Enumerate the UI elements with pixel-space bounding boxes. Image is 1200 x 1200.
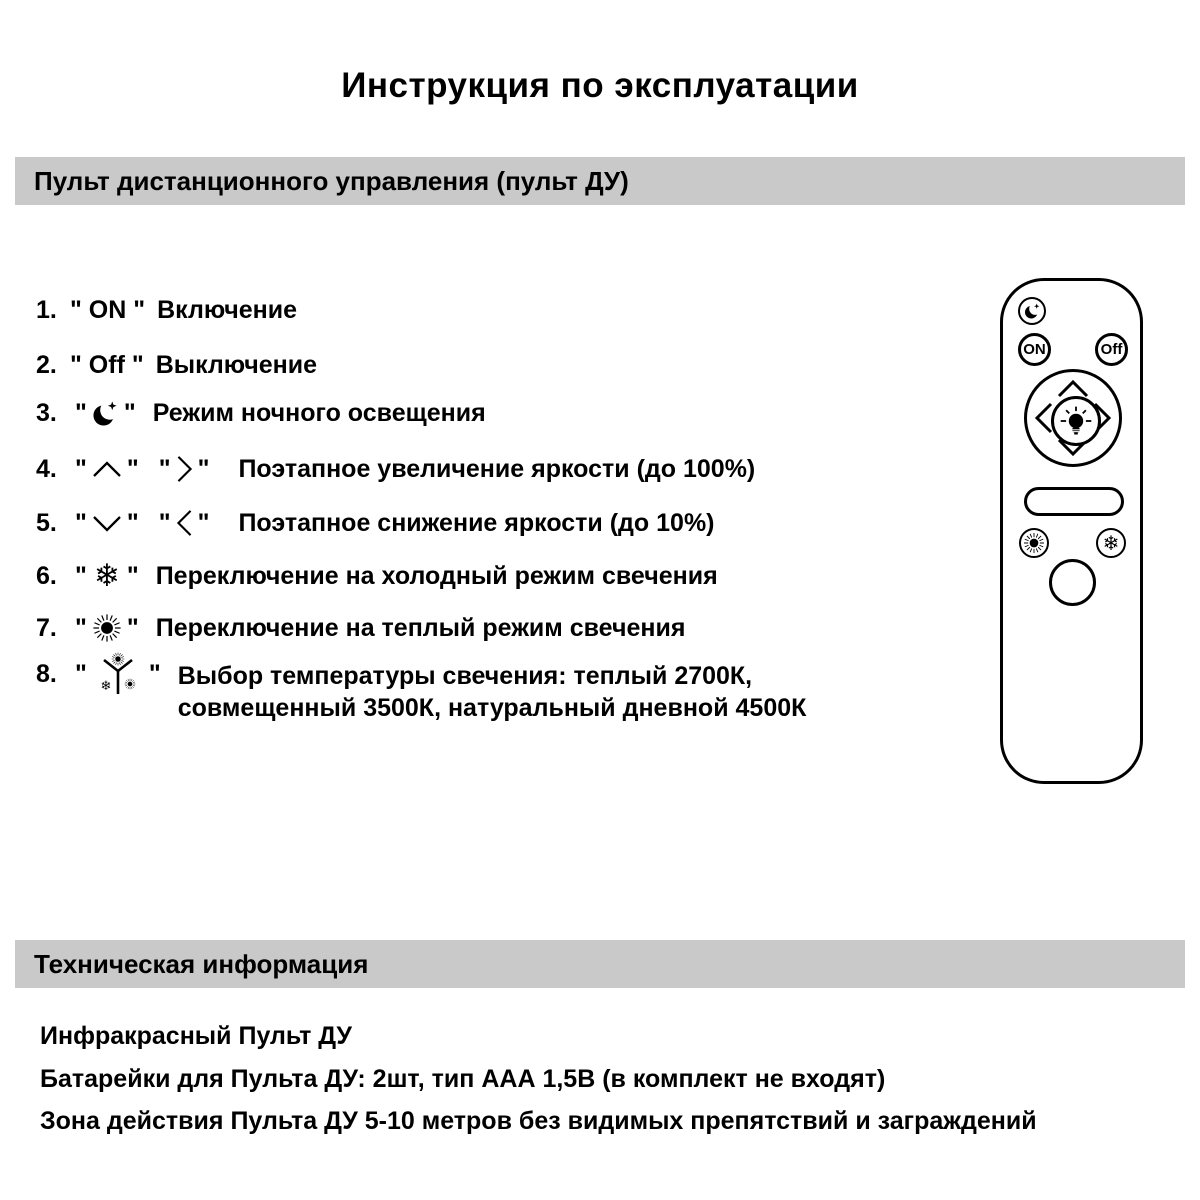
list-item-brightness-up (36, 450, 755, 488)
round-button (1049, 559, 1096, 606)
list-item-night-mode (36, 394, 486, 432)
quote-mark: " (75, 508, 87, 537)
off-button-label: " Off " (70, 350, 144, 379)
off-button (1095, 333, 1128, 366)
item-number: 6. (36, 561, 57, 590)
quote-mark: " (126, 613, 139, 642)
quote-mark: " (197, 508, 210, 537)
snowflake-icon: ❄ (93, 557, 120, 594)
item-number: 8. (36, 660, 57, 688)
quote-mark: " (75, 454, 87, 483)
quote-mark: " (75, 613, 87, 642)
tech-info-line: Батарейки для Пульта ДУ: 2шт, тип ААА 1,5В (в комплект не входят) (40, 1065, 886, 1093)
item-number: 3. (36, 398, 57, 427)
quote-mark: " (158, 508, 171, 537)
list-item-warm-mode (36, 609, 685, 647)
item-description (178, 660, 807, 724)
section-header-tech (15, 940, 1185, 988)
quote-mark: " (126, 561, 139, 590)
quote-mark: " (126, 454, 139, 483)
center-button (1051, 396, 1101, 446)
moon-icon (92, 399, 119, 428)
quote-mark: " (197, 454, 210, 483)
cold-mode-button (1096, 528, 1126, 558)
nav-pad (1024, 369, 1122, 467)
item-number: 7. (36, 613, 57, 642)
item-number: 1. (36, 295, 57, 324)
item-description: Переключение на холодный режим свечения (155, 561, 718, 590)
on-button-label: ON (1023, 341, 1046, 358)
item-number: 2. (36, 350, 57, 379)
section-header-remote (15, 157, 1185, 205)
item-description: Выключение (155, 350, 317, 379)
item-description: Поэтапное снижение яркости (до 10%) (238, 508, 715, 537)
list-item-temperature-select (36, 660, 806, 740)
snowflake-icon: ❄ (1102, 531, 1120, 555)
item-description-line2: совмещенный 3500К, натуральный дневной 4500К (177, 694, 807, 722)
remote-control-illustration (1000, 278, 1143, 784)
tech-info-line: Инфракрасный Пульт ДУ (40, 1022, 352, 1050)
pill-button (1024, 487, 1124, 516)
quote-mark: " (158, 454, 171, 483)
chevron-right-icon (176, 455, 193, 483)
item-number: 4. (36, 454, 57, 483)
off-button-label: Off (1100, 341, 1123, 358)
chevron-up-icon (92, 461, 122, 478)
sun-icon (92, 613, 122, 643)
item-description: Поэтапное увеличение яркости (до 100%) (238, 454, 756, 483)
quote-mark: " (126, 508, 139, 537)
bulb-icon (1058, 403, 1094, 439)
quote-mark: " (75, 561, 87, 590)
quote-mark: " (123, 398, 136, 427)
list-item-off (36, 346, 317, 384)
chevron-down-icon (92, 515, 122, 532)
item-number: 5. (36, 508, 57, 537)
quote-mark: " (75, 660, 87, 688)
item-description: Включение (157, 295, 298, 324)
chevron-left-icon (176, 509, 193, 537)
section-header-tech-label: Техническая информация (34, 948, 369, 979)
on-button (1018, 333, 1051, 366)
item-description-line1: Выбор температуры свечения: теплый 2700К, (177, 662, 753, 690)
section-header-remote-label: Пульт дистанционного управления (пульт ДУ) (34, 165, 629, 196)
on-button-label: " ON " (70, 295, 146, 324)
list-item-on (36, 291, 297, 329)
moon-icon (1024, 302, 1041, 320)
sun-icon (1023, 532, 1045, 554)
quote-mark: " (75, 398, 87, 427)
warm-mode-button (1019, 528, 1049, 558)
list-item-cold-mode (36, 557, 718, 595)
page-title: Инструкция по эксплуатации (341, 66, 859, 105)
item-description: Режим ночного освещения (152, 398, 486, 427)
item-description: Переключение на теплый режим свечения (155, 613, 686, 642)
list-item-brightness-down (36, 504, 715, 542)
tech-info-line: Зона действия Пульта ДУ 5-10 метров без видимых препятствий и заграждений (40, 1107, 1037, 1135)
quote-mark: " (148, 660, 161, 688)
night-mode-button (1018, 297, 1046, 325)
temperature-select-icon (94, 652, 142, 698)
